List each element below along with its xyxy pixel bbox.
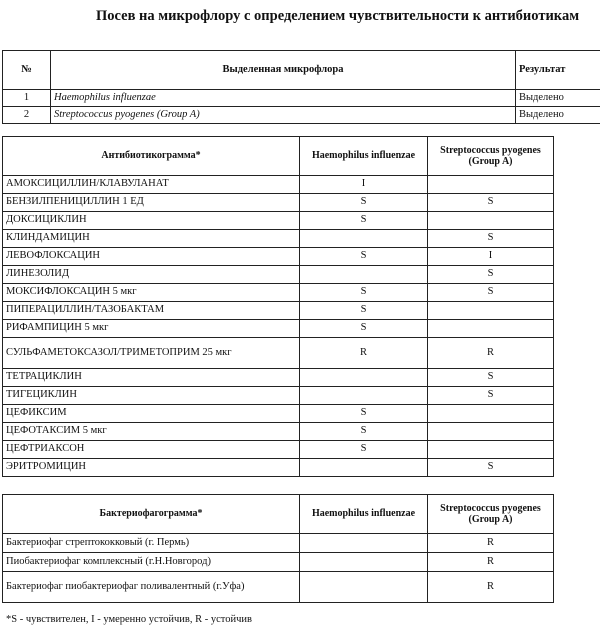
result-value: Выделено — [516, 107, 600, 124]
drug-name: ЦЕФИКСИМ — [3, 405, 300, 423]
drug-name: ТЕТРАЦИКЛИН — [3, 369, 300, 387]
drug-name: ЛЕВОФЛОКСАЦИН — [3, 248, 300, 266]
haemophilus-value: S — [300, 320, 428, 338]
drug-name: КЛИНДАМИЦИН — [3, 230, 300, 248]
streptococcus-value: R — [428, 553, 554, 572]
result-value: Выделено — [516, 90, 600, 107]
haemophilus-value: R — [300, 338, 428, 369]
table-row — [3, 194, 554, 212]
haemophilus-value — [300, 387, 428, 405]
table-row — [3, 90, 600, 107]
table-row — [3, 302, 554, 320]
organism-name: Streptococcus pyogenes (Group A) — [51, 107, 516, 124]
row-number: 2 — [3, 107, 51, 124]
antibiotic-table — [2, 136, 554, 477]
haemophilus-value — [300, 553, 428, 572]
streptococcus-value: R — [428, 534, 554, 553]
table-row — [3, 176, 554, 194]
streptococcus-value: I — [428, 248, 554, 266]
streptococcus-value: S — [428, 230, 554, 248]
page-title: Посев на микрофлору с определением чувствительности к антибиотикам — [96, 8, 580, 24]
phage-name: Пиобактериофаг комплексный (г.Н.Новгород) — [3, 553, 300, 572]
drug-name: ЦЕФТРИАКСОН — [3, 441, 300, 459]
table-row — [3, 320, 554, 338]
table-row — [3, 405, 554, 423]
drug-name: РИФАМПИЦИН 5 мкг — [3, 320, 300, 338]
streptococcus-value — [428, 320, 554, 338]
streptococcus-value: R — [428, 572, 554, 603]
drug-name: СУЛЬФАМЕТОКСАЗОЛ/ТРИМЕТОПРИМ 25 мкг — [3, 338, 300, 369]
drug-name: ТИГЕЦИКЛИН — [3, 387, 300, 405]
streptococcus-value: S — [428, 194, 554, 212]
table-row — [3, 369, 554, 387]
drug-name: БЕНЗИЛПЕНИЦИЛЛИН 1 ЕД — [3, 194, 300, 212]
phage-name: Бактериофаг стрептококковый (г. Пермь) — [3, 534, 300, 553]
drug-name: ПИПЕРАЦИЛЛИН/ТАЗОБАКТАМ — [3, 302, 300, 320]
haemophilus-value: S — [300, 405, 428, 423]
streptococcus-value: S — [428, 284, 554, 302]
haemophilus-value — [300, 572, 428, 603]
streptococcus-value — [428, 176, 554, 194]
table-row — [3, 387, 554, 405]
haemophilus-value — [300, 534, 428, 553]
legend-footnote: *S - чувствителен, I - умеренно устойчив, R - устойчив — [6, 614, 252, 625]
haemophilus-value — [300, 459, 428, 477]
header-haemophilus: Haemophilus influenzae — [300, 495, 428, 534]
row-number: 1 — [3, 90, 51, 107]
drug-name: ЭРИТРОМИЦИН — [3, 459, 300, 477]
header-haemophilus: Haemophilus influenzae — [300, 137, 428, 176]
streptococcus-value — [428, 212, 554, 230]
organism-name: Haemophilus influenzae — [51, 90, 516, 107]
drug-name: АМОКСИЦИЛЛИН/КЛАВУЛАНАТ — [3, 176, 300, 194]
haemophilus-value: S — [300, 248, 428, 266]
haemophilus-value: S — [300, 302, 428, 320]
header-result: Результат — [516, 51, 600, 90]
table-row — [3, 107, 600, 124]
table-row — [3, 459, 554, 477]
header-microflora: Выделенная микрофлора — [51, 51, 516, 90]
table-row — [3, 572, 554, 603]
table-row — [3, 423, 554, 441]
streptococcus-value — [428, 405, 554, 423]
streptococcus-value: S — [428, 387, 554, 405]
drug-name: МОКСИФЛОКСАЦИН 5 мкг — [3, 284, 300, 302]
bacteriophage-table — [2, 494, 554, 603]
streptococcus-value — [428, 302, 554, 320]
header-number: № — [3, 51, 51, 90]
haemophilus-value: S — [300, 212, 428, 230]
header-streptococcus: Streptococcus pyogenes (Group A) — [428, 495, 554, 534]
table-row — [3, 338, 554, 369]
table-row — [3, 553, 554, 572]
header-streptococcus: Streptococcus pyogenes (Group A) — [428, 137, 554, 176]
haemophilus-value: S — [300, 194, 428, 212]
haemophilus-value — [300, 266, 428, 284]
streptococcus-value: S — [428, 266, 554, 284]
haemophilus-value: S — [300, 441, 428, 459]
streptococcus-value: S — [428, 459, 554, 477]
streptococcus-value: S — [428, 369, 554, 387]
streptococcus-value — [428, 423, 554, 441]
haemophilus-value — [300, 230, 428, 248]
header-bacteriophage: Бактериофагограмма* — [3, 495, 300, 534]
haemophilus-value: S — [300, 423, 428, 441]
table-row — [3, 248, 554, 266]
haemophilus-value: I — [300, 176, 428, 194]
drug-name: ЛИНЕЗОЛИД — [3, 266, 300, 284]
table-row — [3, 534, 554, 553]
table-row — [3, 212, 554, 230]
haemophilus-value: S — [300, 284, 428, 302]
drug-name: ДОКСИЦИКЛИН — [3, 212, 300, 230]
streptococcus-value: R — [428, 338, 554, 369]
table-row — [3, 284, 554, 302]
streptococcus-value — [428, 441, 554, 459]
phage-name: Бактериофаг пиобактериофаг поливалентный (г.Уфа) — [3, 572, 300, 603]
table-row — [3, 441, 554, 459]
header-antibiotic: Антибиотикограмма* — [3, 137, 300, 176]
table-row — [3, 266, 554, 284]
isolates-table — [2, 50, 600, 124]
haemophilus-value — [300, 369, 428, 387]
table-row — [3, 230, 554, 248]
drug-name: ЦЕФОТАКСИМ 5 мкг — [3, 423, 300, 441]
